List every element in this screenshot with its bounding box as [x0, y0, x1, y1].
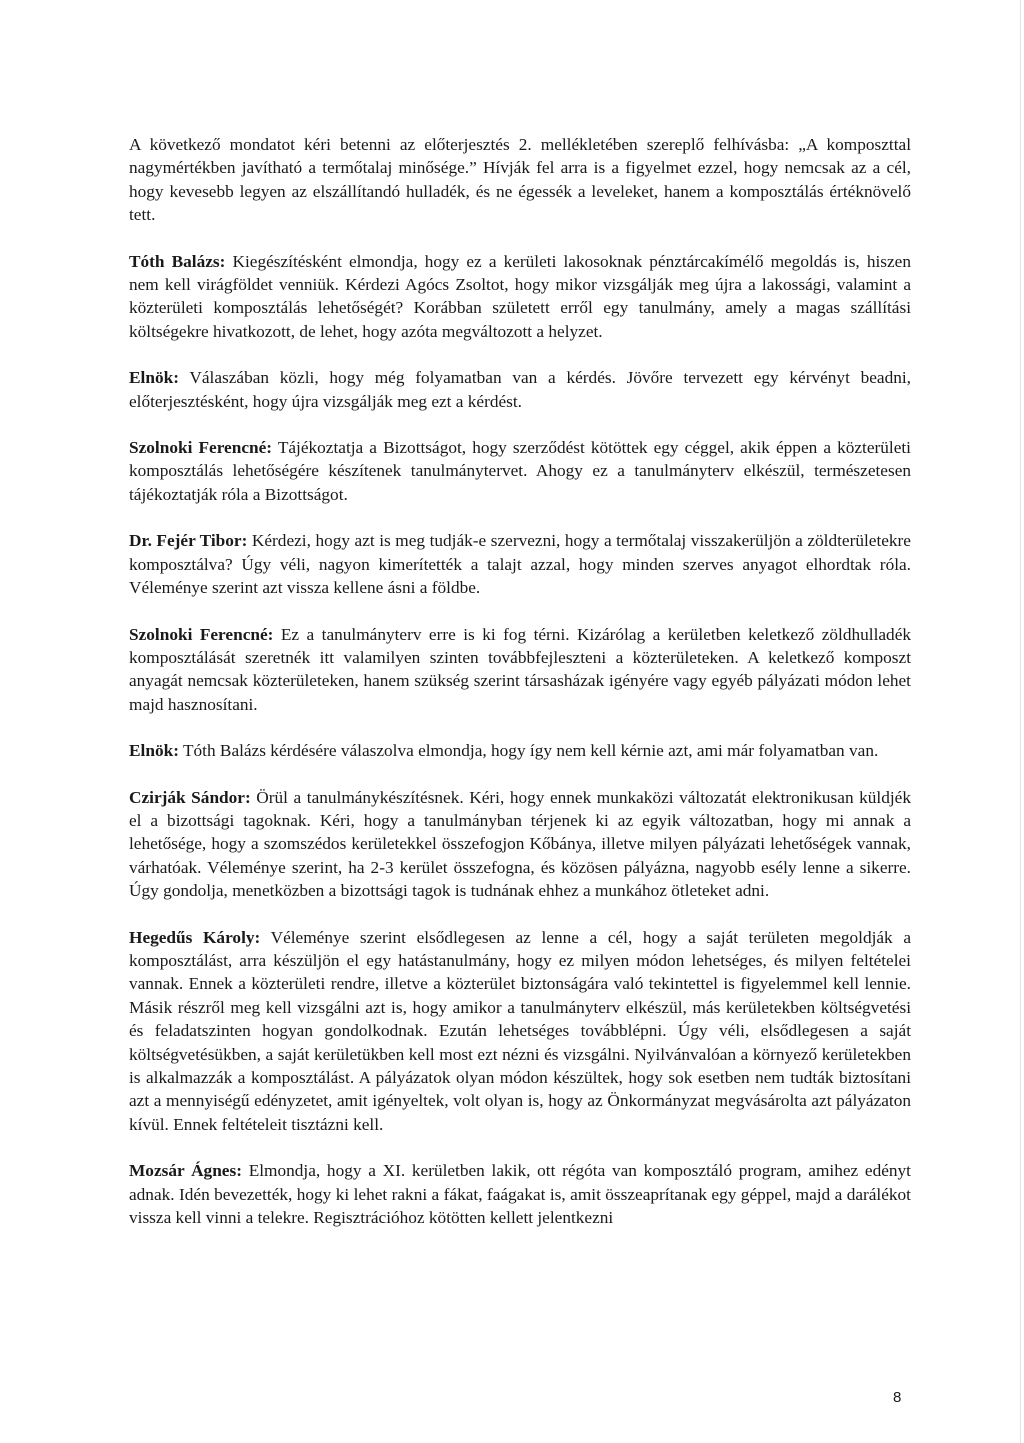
paragraph-text: Kérdezi, hogy azt is meg tudják-e szervezni, hogy a termőtalaj visszakerüljön a zöldterületekre komposztálva? Úgy véli, nagyon kimerítették a talajt azzal, hogy minden szerves anyagot elhordtak róla. Véleménye szerint azt vissza kellene ásni a földbe. — [129, 531, 911, 598]
paragraph — [129, 250, 911, 344]
paragraph — [129, 926, 911, 1137]
paragraph-text: Tájékoztatja a Bizottságot, hogy szerződést kötöttek egy céggel, akik éppen a közterületi komposztálás lehetőségére készítenek tanulmánytervet. Ahogy ez a tanulmányterv elkészül, természetesen tájékoztatják róla a Bizottságot. — [129, 438, 911, 504]
speaker-name: Szolnoki Ferencné: — [129, 438, 273, 458]
page-number: 8 — [893, 1389, 902, 1406]
paragraph-text: Örül a tanulmánykészítésnek. Kéri, hogy ennek munkaközi változatát elektronikusan küldjék el a bizottsági tagoknak. Kéri, hogy a tanulmányban térjenek ki az egyik változatban, hogy mi annak a lehetősége, hogy a szomszédos kerületekkel összefogjon Kőbánya, illetve milyen pályázati lehetőségek vannak, várhatóak. Véleménye szerint, ha 2-3 kerület összefogna, és közösen pályázna, nagyobb esély lenne a sikerre. Úgy gondolja, menetközben a bizottsági tagok is tudnának ehhez a munkához ötleteket adni. — [129, 787, 911, 901]
speaker-name: Elnök: — [129, 368, 179, 388]
paragraph-text: Elmondja, hogy a XI. kerületben lakik, ott régóta van komposztáló program, amihez edényt adnak. Idén bevezették, hogy ki lehet rakni a fákat, faágakat is, amit összeaprítanak egy géppel, majd a darálékot vissza kell vinni a telekre. Regisztrációhoz kötötten kellett jelentkezni — [129, 1161, 911, 1228]
paragraph-text: Válaszában közli, hogy még folyamatban van a kérdés. Jövőre tervezett egy kérvényt beadni, előterjesztésként, hogy újra vizsgálják meg ezt a kérdést. — [129, 368, 912, 411]
paragraph — [129, 739, 911, 762]
paragraph-text: Tóth Balázs kérdésére válaszolva elmondja, hogy így nem kell kérnie azt, ami már folyamatban van. — [182, 741, 879, 761]
minutes-body — [129, 133, 911, 1252]
paragraph — [129, 623, 911, 717]
paragraph-text: Ez a tanulmányterv erre is ki fog térni. Kizárólag a kerületben keletkező zöldhulladék komposztálását szeretnék itt valamilyen szinten továbbfejleszteni a közterületeken. A keletkező komposzt anyagát nemcsak közterületeken, hanem szükség szerint társasházak igényére vagy egyéb pályázati módon lehet majd hasznosítani. — [129, 624, 912, 714]
paragraph — [129, 1159, 911, 1229]
scan-edge-divider — [1020, 0, 1021, 1443]
paragraph — [129, 366, 911, 413]
speaker-name: Dr. Fejér Tibor: — [129, 531, 248, 551]
speaker-name: Mozsár Ágnes: — [129, 1161, 242, 1181]
paragraph-text: Kiegészítésként elmondja, hogy ez a kerületi lakosoknak pénztárcakímélő megoldás is, hiszen nem kell virágföldet venniük. Kérdezi Agócs Zsoltot, hogy mikor vizsgálják meg újra a lakossági, valamint a közterületi komposztálás lehetőségét? Korábban született erről egy tanulmány, amely a magas szállítási költségekre hivatkozott, de lehet, hogy azóta megváltozott a helyzet. — [129, 251, 911, 341]
paragraph — [129, 529, 911, 599]
paragraph — [129, 436, 911, 506]
paragraph — [129, 786, 911, 903]
speaker-name: Tóth Balázs: — [129, 251, 226, 271]
paragraph-text: A következő mondatot kéri betenni az előterjesztés 2. mellékletében szereplő felhívásba: „A komposzttal nagymértékben javítható a termőtalaj minősége.” Hívják fel arra is a figyelmet ezzel, hogy nemcsak az a cél, hogy kevesebb legyen az elszállítandó hulladék, és ne égessék a leveleket, hanem a komposztálás értéknövelő tett. — [129, 135, 911, 225]
speaker-name: Czirják Sándor: — [129, 787, 251, 807]
speaker-name: Elnök: — [129, 741, 179, 761]
paragraph — [129, 133, 911, 227]
speaker-name: Szolnoki Ferencné: — [129, 624, 274, 644]
speaker-name: Hegedűs Károly: — [129, 927, 261, 947]
paragraph-text: Véleménye szerint elsődlegesen az lenne a cél, hogy a saját területen megoldják a komposztálást, arra készüljön el egy hatástanulmány, hogy ez milyen módon lehetséges, és milyen feltételei vannak. Ennek a közterületi rendre, illetve a közterület biztonságára való tekintettel is figyelemmel kell lennie. Másik részről meg kell vizsgálni azt is, hogy amikor a tanulmányterv elkészül, más kerületekben költségvetési és feladatszinten hogyan gondolkodnak. Ezután lehetséges továbblépni. Úgy véli, elsődlegesen a saját költségvetésükben, a saját kerületükben kell most ezt nézni és vizsgálni. Nyilvánvalóan a környező kerületekben is alkalmazzák a komposztálást. A pályázatok olyan módon készültek, hogy sok esetben nem tudták biztosítani azt a mennyiségű edényzetet, amit igényeltek, volt olyan is, hogy az Önkormányzat megvásárolta azt pályázaton kívül. Ennek feltételeit tisztázni kell. — [129, 927, 911, 1134]
